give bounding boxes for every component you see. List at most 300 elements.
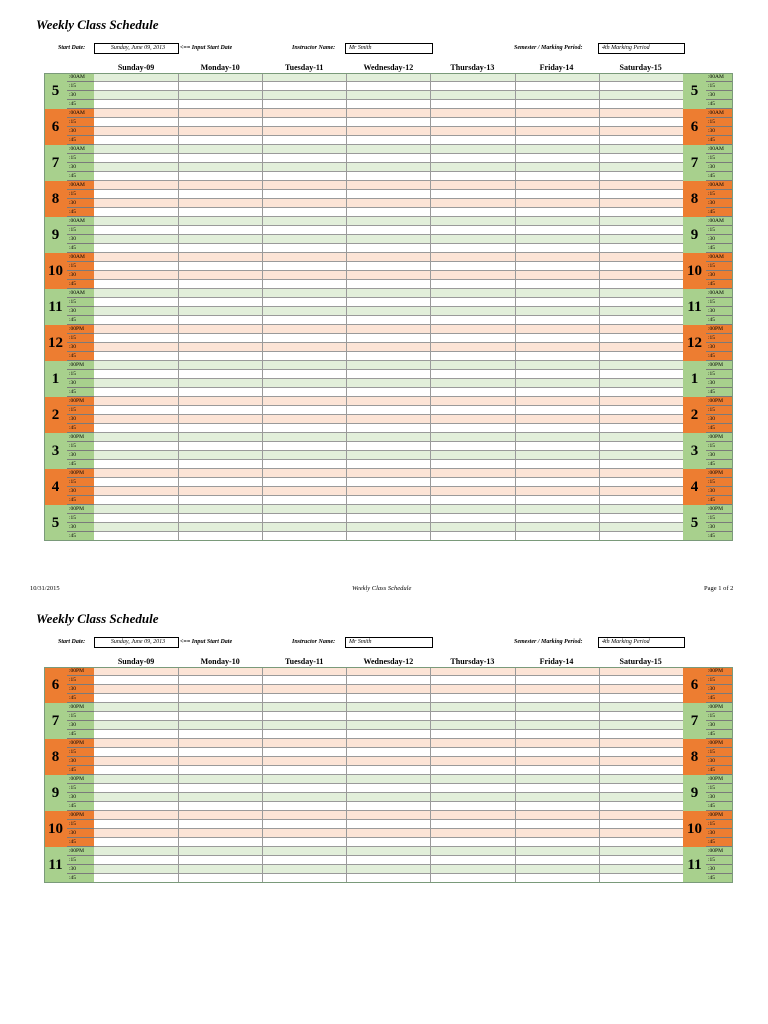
day-divider: [178, 469, 179, 505]
quarter-label: :15: [706, 820, 733, 829]
day-divider: [346, 505, 347, 541]
quarter-label: :45: [706, 100, 733, 109]
time-slot-row[interactable]: [94, 523, 683, 532]
time-slot-row[interactable]: [94, 838, 683, 847]
quarter-label: :45: [706, 532, 733, 541]
time-slot-row[interactable]: [94, 703, 683, 712]
quarter-label: :45: [706, 766, 733, 775]
time-slot-row[interactable]: [94, 298, 683, 307]
quarter-label: :30: [67, 757, 94, 766]
time-slot-cells: [94, 469, 683, 505]
time-slot-row[interactable]: [94, 217, 683, 226]
time-slot-row[interactable]: [94, 514, 683, 523]
day-divider: [346, 667, 347, 703]
time-slot-row[interactable]: [94, 847, 683, 856]
quarter-label: :15: [67, 712, 94, 721]
time-slot-row[interactable]: [94, 775, 683, 784]
hour-label-right: 11: [683, 289, 706, 325]
quarter-label: :30: [67, 523, 94, 532]
day-divider: [178, 739, 179, 775]
day-header: Tuesday-11: [285, 657, 324, 666]
time-slot-row[interactable]: [94, 136, 683, 145]
time-slot-row[interactable]: [94, 289, 683, 298]
day-divider: [262, 145, 263, 181]
hour-label-right: 7: [683, 145, 706, 181]
quarter-column-left: [67, 145, 94, 181]
quarter-label: :45: [67, 388, 94, 397]
quarter-column-left: [67, 703, 94, 739]
time-slot-cells: [94, 253, 683, 289]
quarter-label: :00PM: [67, 847, 94, 856]
time-slot-row[interactable]: [94, 667, 683, 676]
time-slot-row[interactable]: [94, 244, 683, 253]
quarter-label: :15: [706, 82, 733, 91]
time-slot-row[interactable]: [94, 280, 683, 289]
day-divider: [515, 397, 516, 433]
day-divider: [515, 289, 516, 325]
hour-label-right: 9: [683, 775, 706, 811]
time-slot-row[interactable]: [94, 712, 683, 721]
hour-label-right: 7: [683, 703, 706, 739]
day-header: Thursday-13: [450, 657, 495, 666]
time-slot-row[interactable]: [94, 694, 683, 703]
day-divider: [515, 325, 516, 361]
time-slot-cells: [94, 667, 683, 703]
quarter-column-right: [706, 775, 733, 811]
time-slot-row[interactable]: [94, 811, 683, 820]
time-slot-row[interactable]: [94, 766, 683, 775]
instructor-label: Instructor Name:: [292, 639, 336, 645]
quarter-column-right: [706, 397, 733, 433]
time-slot-row[interactable]: [94, 118, 683, 127]
time-slot-row[interactable]: [94, 397, 683, 406]
day-divider: [346, 325, 347, 361]
quarter-column-right: [706, 505, 733, 541]
day-divider: [262, 253, 263, 289]
time-slot-row[interactable]: [94, 262, 683, 271]
day-divider: [178, 289, 179, 325]
hour-label-left: 3: [44, 433, 67, 469]
start-date-label: Start Date:: [58, 45, 86, 51]
hour-label-left: 6: [44, 109, 67, 145]
quarter-label: :00PM: [67, 433, 94, 442]
time-slot-row[interactable]: [94, 181, 683, 190]
time-slot-row[interactable]: [94, 82, 683, 91]
hour-block: [44, 775, 733, 811]
quarter-label: :15: [706, 514, 733, 523]
time-slot-row[interactable]: [94, 676, 683, 685]
day-divider: [515, 667, 516, 703]
quarter-label: :30: [706, 415, 733, 424]
instructor-field[interactable]: Mr Smith: [345, 637, 433, 648]
hour-label-right: 3: [683, 433, 706, 469]
hour-label-left: 11: [44, 847, 67, 883]
quarter-label: :00AM: [67, 145, 94, 154]
time-slot-row[interactable]: [94, 784, 683, 793]
time-slot-row[interactable]: [94, 532, 683, 541]
day-divider: [599, 73, 600, 109]
quarter-label: :30: [706, 721, 733, 730]
quarter-label: :30: [67, 271, 94, 280]
time-slot-row[interactable]: [94, 442, 683, 451]
quarter-label: :30: [67, 379, 94, 388]
quarter-label: :15: [67, 118, 94, 127]
day-divider: [599, 505, 600, 541]
quarter-label: :00AM: [67, 253, 94, 262]
time-slot-row[interactable]: [94, 793, 683, 802]
day-divider: [430, 289, 431, 325]
quarter-label: :30: [67, 685, 94, 694]
hour-block: [44, 325, 733, 361]
day-divider: [515, 109, 516, 145]
day-divider: [515, 811, 516, 847]
quarter-column-left: [67, 109, 94, 145]
quarter-label: :15: [67, 748, 94, 757]
quarter-label: :45: [67, 838, 94, 847]
quarter-label: :30: [706, 451, 733, 460]
hour-block: [44, 145, 733, 181]
day-divider: [430, 433, 431, 469]
quarter-label: :30: [67, 721, 94, 730]
quarter-column-right: [706, 325, 733, 361]
quarter-label: :30: [67, 163, 94, 172]
quarter-label: :15: [706, 118, 733, 127]
start-date-group: [58, 637, 288, 648]
quarter-column-left: [67, 739, 94, 775]
hour-label-left: 7: [44, 703, 67, 739]
time-slot-row[interactable]: [94, 163, 683, 172]
schedule-title: Weekly Class Schedule: [36, 611, 159, 626]
time-slot-cells: [94, 847, 683, 883]
time-slot-row[interactable]: [94, 100, 683, 109]
hour-label-left: 5: [44, 73, 67, 109]
quarter-label: :15: [706, 226, 733, 235]
quarter-label: :45: [67, 424, 94, 433]
time-slot-row[interactable]: [94, 109, 683, 118]
quarter-label: :15: [67, 442, 94, 451]
quarter-label: :00AM: [706, 253, 733, 262]
quarter-label: :00PM: [67, 505, 94, 514]
time-slot-cells: [94, 325, 683, 361]
start-date-hint: <== Input Start Date: [180, 639, 233, 645]
day-divider: [599, 109, 600, 145]
time-slot-row[interactable]: [94, 730, 683, 739]
day-divider: [599, 145, 600, 181]
quarter-label: :00PM: [706, 325, 733, 334]
quarter-label: :30: [67, 829, 94, 838]
day-divider: [178, 433, 179, 469]
quarter-label: :45: [67, 694, 94, 703]
quarter-label: :45: [67, 460, 94, 469]
time-slot-row[interactable]: [94, 307, 683, 316]
quarter-label: :00PM: [706, 397, 733, 406]
day-divider: [262, 109, 263, 145]
time-slot-row[interactable]: [94, 685, 683, 694]
hour-label-right: 6: [683, 667, 706, 703]
time-slot-row[interactable]: [94, 253, 683, 262]
quarter-column-right: [706, 703, 733, 739]
time-slot-row[interactable]: [94, 757, 683, 766]
quarter-label: :15: [67, 784, 94, 793]
quarter-column-left: [67, 775, 94, 811]
quarter-column-right: [706, 289, 733, 325]
time-slot-cells: [94, 361, 683, 397]
time-slot-cells: [94, 775, 683, 811]
time-slot-row[interactable]: [94, 802, 683, 811]
time-slot-row[interactable]: [94, 856, 683, 865]
day-divider: [262, 703, 263, 739]
hour-block: [44, 847, 733, 883]
day-divider: [599, 217, 600, 253]
quarter-label: :00AM: [67, 181, 94, 190]
day-divider: [515, 703, 516, 739]
quarter-column-right: [706, 847, 733, 883]
quarter-label: :45: [67, 352, 94, 361]
day-divider: [430, 217, 431, 253]
day-header: Friday-14: [539, 63, 574, 72]
hour-block: [44, 469, 733, 505]
quarter-label: :45: [706, 172, 733, 181]
day-divider: [178, 775, 179, 811]
quarter-label: :45: [706, 316, 733, 325]
hour-label-left: 4: [44, 469, 67, 505]
time-slot-row[interactable]: [94, 874, 683, 883]
instructor-field[interactable]: Mr Smith: [345, 43, 433, 54]
day-header: Friday-14: [539, 657, 574, 666]
day-divider: [178, 109, 179, 145]
day-divider: [262, 469, 263, 505]
quarter-label: :00AM: [706, 181, 733, 190]
time-slot-row[interactable]: [94, 226, 683, 235]
quarter-label: :30: [706, 865, 733, 874]
quarter-label: :15: [67, 154, 94, 163]
quarter-label: :00PM: [67, 703, 94, 712]
quarter-label: :45: [706, 694, 733, 703]
time-slot-row[interactable]: [94, 433, 683, 442]
quarter-column-left: [67, 217, 94, 253]
day-divider: [515, 775, 516, 811]
quarter-label: :00PM: [67, 667, 94, 676]
time-slot-row[interactable]: [94, 352, 683, 361]
time-slot-row[interactable]: [94, 820, 683, 829]
quarter-column-right: [706, 667, 733, 703]
hour-block: [44, 667, 733, 703]
time-slot-row[interactable]: [94, 451, 683, 460]
hour-label-left: 10: [44, 811, 67, 847]
time-slot-cells: [94, 181, 683, 217]
hour-block: [44, 181, 733, 217]
time-slot-row[interactable]: [94, 91, 683, 100]
day-divider: [262, 433, 263, 469]
hour-block: [44, 505, 733, 541]
day-divider: [262, 361, 263, 397]
time-slot-row[interactable]: [94, 865, 683, 874]
start-date-label: Start Date:: [58, 639, 86, 645]
quarter-label: :45: [706, 730, 733, 739]
quarter-label: :00PM: [67, 739, 94, 748]
day-header: Saturday-15: [619, 657, 662, 666]
time-slot-row[interactable]: [94, 370, 683, 379]
schedule-grid: [44, 667, 733, 883]
hour-label-right: 1: [683, 361, 706, 397]
semester-field[interactable]: 4th Marking Period: [598, 43, 685, 54]
time-slot-row[interactable]: [94, 487, 683, 496]
day-divider: [599, 397, 600, 433]
quarter-label: :45: [67, 172, 94, 181]
time-slot-row[interactable]: [94, 199, 683, 208]
quarter-label: :45: [706, 388, 733, 397]
quarter-label: :15: [67, 190, 94, 199]
semester-field[interactable]: 4th Marking Period: [598, 637, 685, 648]
time-slot-row[interactable]: [94, 154, 683, 163]
quarter-column-right: [706, 739, 733, 775]
quarter-column-right: [706, 253, 733, 289]
hour-label-right: 5: [683, 73, 706, 109]
time-slot-row[interactable]: [94, 172, 683, 181]
quarter-label: :15: [706, 748, 733, 757]
quarter-label: :30: [706, 91, 733, 100]
quarter-label: :15: [706, 676, 733, 685]
time-slot-row[interactable]: [94, 235, 683, 244]
quarter-label: :15: [67, 298, 94, 307]
time-slot-row[interactable]: [94, 145, 683, 154]
quarter-label: :15: [67, 226, 94, 235]
quarter-label: :30: [67, 865, 94, 874]
time-slot-row[interactable]: [94, 343, 683, 352]
quarter-label: :00AM: [67, 73, 94, 82]
time-slot-row[interactable]: [94, 505, 683, 514]
quarter-label: :15: [706, 712, 733, 721]
quarter-column-left: [67, 667, 94, 703]
quarter-label: :00PM: [706, 361, 733, 370]
day-divider: [430, 703, 431, 739]
quarter-label: :15: [67, 478, 94, 487]
quarter-column-left: [67, 811, 94, 847]
day-divider: [515, 145, 516, 181]
hour-label-left: 9: [44, 775, 67, 811]
quarter-label: :45: [67, 208, 94, 217]
time-slot-row[interactable]: [94, 829, 683, 838]
quarter-label: :45: [706, 496, 733, 505]
time-slot-row[interactable]: [94, 424, 683, 433]
time-slot-cells: [94, 217, 683, 253]
day-header: Monday-10: [200, 63, 240, 72]
time-slot-row[interactable]: [94, 748, 683, 757]
day-header: Wednesday-12: [363, 63, 414, 72]
hour-label-left: 9: [44, 217, 67, 253]
day-divider: [346, 145, 347, 181]
hour-block: [44, 109, 733, 145]
day-divider: [599, 361, 600, 397]
time-slot-row[interactable]: [94, 469, 683, 478]
time-slot-row[interactable]: [94, 271, 683, 280]
schedule-title: Weekly Class Schedule: [36, 17, 159, 32]
quarter-label: :15: [67, 406, 94, 415]
day-divider: [346, 775, 347, 811]
hour-label-right: 5: [683, 505, 706, 541]
hour-label-left: 12: [44, 325, 67, 361]
time-slot-row[interactable]: [94, 316, 683, 325]
semester-group: [514, 43, 686, 54]
time-slot-row[interactable]: [94, 334, 683, 343]
quarter-label: :00PM: [67, 397, 94, 406]
day-divider: [346, 739, 347, 775]
hour-block: [44, 289, 733, 325]
hour-label-left: 8: [44, 181, 67, 217]
quarter-label: :00PM: [706, 505, 733, 514]
quarter-label: :45: [67, 766, 94, 775]
quarter-column-right: [706, 145, 733, 181]
quarter-label: :45: [706, 838, 733, 847]
time-slot-row[interactable]: [94, 361, 683, 370]
day-divider: [178, 667, 179, 703]
hour-label-left: 10: [44, 253, 67, 289]
time-slot-row[interactable]: [94, 388, 683, 397]
quarter-label: :15: [706, 478, 733, 487]
quarter-label: :30: [67, 487, 94, 496]
day-divider: [430, 253, 431, 289]
time-slot-row[interactable]: [94, 325, 683, 334]
time-slot-row[interactable]: [94, 379, 683, 388]
time-slot-row[interactable]: [94, 739, 683, 748]
day-divider: [430, 397, 431, 433]
day-divider: [346, 217, 347, 253]
schedule-grid: [44, 73, 733, 541]
time-slot-row[interactable]: [94, 496, 683, 505]
quarter-label: :15: [706, 442, 733, 451]
start-date-field[interactable]: Sunday, June 09, 2013: [94, 43, 179, 54]
day-divider: [515, 433, 516, 469]
quarter-label: :00AM: [706, 73, 733, 82]
time-slot-row[interactable]: [94, 478, 683, 487]
day-divider: [599, 667, 600, 703]
hour-label-right: 2: [683, 397, 706, 433]
quarter-label: :15: [706, 298, 733, 307]
day-divider: [346, 181, 347, 217]
day-divider: [346, 703, 347, 739]
time-slot-row[interactable]: [94, 190, 683, 199]
hour-block: [44, 433, 733, 469]
hour-block: [44, 739, 733, 775]
time-slot-row[interactable]: [94, 208, 683, 217]
quarter-column-left: [67, 469, 94, 505]
time-slot-row[interactable]: [94, 415, 683, 424]
time-slot-row[interactable]: [94, 721, 683, 730]
time-slot-row[interactable]: [94, 127, 683, 136]
start-date-field[interactable]: Sunday, June 09, 2013: [94, 637, 179, 648]
day-header: Sunday-09: [117, 63, 155, 72]
hour-label-right: 10: [683, 811, 706, 847]
hour-block: [44, 73, 733, 109]
day-divider: [262, 667, 263, 703]
quarter-label: :45: [67, 730, 94, 739]
quarter-column-left: [67, 325, 94, 361]
hour-block: [44, 397, 733, 433]
quarter-label: :15: [706, 334, 733, 343]
day-divider: [178, 145, 179, 181]
day-divider: [430, 739, 431, 775]
quarter-column-left: [67, 181, 94, 217]
day-divider: [430, 73, 431, 109]
hour-label-left: 5: [44, 505, 67, 541]
day-divider: [515, 73, 516, 109]
day-divider: [262, 217, 263, 253]
time-slot-row[interactable]: [94, 73, 683, 82]
time-slot-row[interactable]: [94, 460, 683, 469]
time-slot-row[interactable]: [94, 406, 683, 415]
time-slot-cells: [94, 433, 683, 469]
quarter-column-right: [706, 217, 733, 253]
